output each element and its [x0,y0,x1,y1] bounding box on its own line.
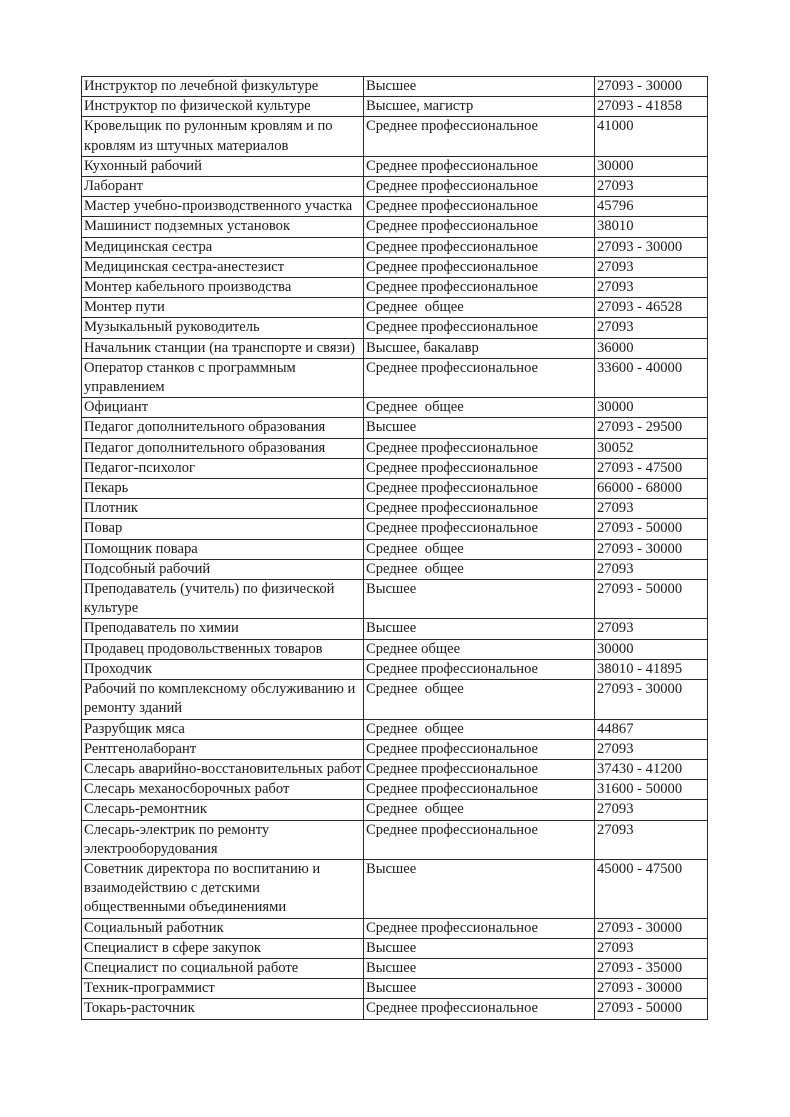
position-cell: Советник директора по воспитанию и взаимодействию с детскими общественными объединениями [82,859,364,918]
education-cell: Среднее профессиональное [364,358,595,397]
salary-cell: 33600 - 40000 [595,358,708,397]
table-row [82,619,708,639]
salary-cell: 31600 - 50000 [595,780,708,800]
education-cell: Среднее профессиональное [364,918,595,938]
salary-cell: 27093 - 50000 [595,999,708,1019]
table-row [82,237,708,257]
position-cell: Слесарь аварийно-восстановительных работ [82,759,364,779]
salary-cell: 30000 [595,639,708,659]
education-cell: Среднее профессиональное [364,156,595,176]
table-row [82,918,708,938]
table-row [82,859,708,918]
salary-cell: 27093 - 50000 [595,580,708,619]
salary-cell: 38010 [595,217,708,237]
table-row [82,800,708,820]
education-cell: Высшее [364,580,595,619]
table-row [82,418,708,438]
position-cell: Пекарь [82,479,364,499]
position-cell: Повар [82,519,364,539]
table-row [82,580,708,619]
education-cell: Высшее, магистр [364,97,595,117]
table-row [82,438,708,458]
position-cell: Рентгенолаборант [82,739,364,759]
table-row [82,278,708,298]
vacancies-table-body [82,77,708,1020]
position-cell: Монтер пути [82,298,364,318]
table-row [82,739,708,759]
salary-cell: 27093 [595,499,708,519]
position-cell: Помощник повара [82,539,364,559]
position-cell: Музыкальный руководитель [82,318,364,338]
position-cell: Оператор станков с программным управлением [82,358,364,397]
education-cell: Высшее [364,619,595,639]
salary-cell: 27093 - 41858 [595,97,708,117]
education-cell: Среднее профессиональное [364,759,595,779]
salary-cell: 27093 - 35000 [595,958,708,978]
education-cell: Среднее общее [364,398,595,418]
position-cell: Официант [82,398,364,418]
position-cell: Инструктор по лечебной физкультуре [82,77,364,97]
position-cell: Плотник [82,499,364,519]
education-cell: Среднее общее [364,680,595,719]
position-cell: Инструктор по физической культуре [82,97,364,117]
salary-cell: 27093 - 30000 [595,539,708,559]
table-row [82,298,708,318]
education-cell: Высшее, бакалавр [364,338,595,358]
position-cell: Медицинская сестра-анестезист [82,257,364,277]
salary-cell: 30052 [595,438,708,458]
table-row [82,77,708,97]
table-row [82,539,708,559]
salary-cell: 27093 [595,820,708,859]
position-cell: Педагог-психолог [82,458,364,478]
position-cell: Начальник станции (на транспорте и связи) [82,338,364,358]
table-row [82,820,708,859]
table-row [82,458,708,478]
education-cell: Среднее общее [364,559,595,579]
position-cell: Продавец продовольственных товаров [82,639,364,659]
education-cell: Среднее профессиональное [364,177,595,197]
education-cell: Среднее профессиональное [364,820,595,859]
education-cell: Среднее общее [364,298,595,318]
position-cell: Лаборант [82,177,364,197]
salary-cell: 27093 - 29500 [595,418,708,438]
table-row [82,639,708,659]
position-cell: Монтер кабельного производства [82,278,364,298]
salary-cell: 27093 - 30000 [595,918,708,938]
education-cell: Высшее [364,418,595,438]
position-cell: Слесарь-электрик по ремонту электрооборудования [82,820,364,859]
table-row [82,156,708,176]
table-row [82,659,708,679]
salary-cell: 27093 [595,800,708,820]
salary-cell: 36000 [595,338,708,358]
table-row [82,999,708,1019]
table-row [82,780,708,800]
salary-cell: 27093 - 50000 [595,519,708,539]
education-cell: Среднее профессиональное [364,659,595,679]
table-row [82,958,708,978]
position-cell: Слесарь-ремонтник [82,800,364,820]
education-cell: Среднее профессиональное [364,458,595,478]
position-cell: Техник-программист [82,979,364,999]
position-cell: Рабочий по комплексному обслуживанию и ремонту зданий [82,680,364,719]
education-cell: Высшее [364,859,595,918]
table-row [82,680,708,719]
table-row [82,257,708,277]
position-cell: Педагог дополнительного образования [82,438,364,458]
position-cell: Кухонный рабочий [82,156,364,176]
education-cell: Среднее общее [364,800,595,820]
table-row [82,197,708,217]
salary-cell: 27093 - 30000 [595,237,708,257]
education-cell: Среднее общее [364,719,595,739]
education-cell: Среднее профессиональное [364,257,595,277]
education-cell: Среднее общее [364,639,595,659]
education-cell: Среднее профессиональное [364,999,595,1019]
table-row [82,398,708,418]
position-cell: Педагог дополнительного образования [82,418,364,438]
salary-cell: 27093 [595,318,708,338]
education-cell: Высшее [364,77,595,97]
salary-cell: 27093 - 46528 [595,298,708,318]
education-cell: Среднее профессиональное [364,217,595,237]
table-row [82,979,708,999]
table-row [82,759,708,779]
education-cell: Среднее профессиональное [364,739,595,759]
education-cell: Высшее [364,938,595,958]
education-cell: Среднее профессиональное [364,197,595,217]
education-cell: Среднее профессиональное [364,117,595,156]
table-row [82,97,708,117]
salary-cell: 27093 [595,278,708,298]
position-cell: Медицинская сестра [82,237,364,257]
education-cell: Среднее профессиональное [364,499,595,519]
vacancies-table [81,76,708,1020]
table-row [82,318,708,338]
salary-cell: 27093 [595,257,708,277]
position-cell: Токарь-расточник [82,999,364,1019]
table-row [82,177,708,197]
salary-cell: 66000 - 68000 [595,479,708,499]
position-cell: Специалист по социальной работе [82,958,364,978]
position-cell: Преподаватель (учитель) по физической культуре [82,580,364,619]
table-row [82,499,708,519]
table-row [82,358,708,397]
salary-cell: 44867 [595,719,708,739]
education-cell: Среднее профессиональное [364,780,595,800]
salary-cell: 27093 - 30000 [595,77,708,97]
table-row [82,559,708,579]
position-cell: Проходчик [82,659,364,679]
table-row [82,117,708,156]
education-cell: Среднее профессиональное [364,318,595,338]
table-row [82,519,708,539]
table-row [82,479,708,499]
education-cell: Высшее [364,958,595,978]
salary-cell: 38010 - 41895 [595,659,708,679]
position-cell: Машинист подземных установок [82,217,364,237]
position-cell: Слесарь механосборочных работ [82,780,364,800]
salary-cell: 27093 - 47500 [595,458,708,478]
education-cell: Среднее профессиональное [364,237,595,257]
salary-cell: 30000 [595,398,708,418]
position-cell: Разрубщик мяса [82,719,364,739]
position-cell: Кровельщик по рулонным кровлям и по кровлям из штучных материалов [82,117,364,156]
salary-cell: 27093 - 30000 [595,680,708,719]
table-row [82,938,708,958]
education-cell: Среднее общее [364,539,595,559]
table-row [82,217,708,237]
salary-cell: 30000 [595,156,708,176]
salary-cell: 45796 [595,197,708,217]
position-cell: Подсобный рабочий [82,559,364,579]
education-cell: Среднее профессиональное [364,519,595,539]
salary-cell: 27093 [595,619,708,639]
position-cell: Преподаватель по химии [82,619,364,639]
table-row [82,338,708,358]
education-cell: Высшее [364,979,595,999]
salary-cell: 27093 [595,938,708,958]
salary-cell: 27093 [595,559,708,579]
table-row [82,719,708,739]
salary-cell: 27093 - 30000 [595,979,708,999]
position-cell: Специалист в сфере закупок [82,938,364,958]
position-cell: Социальный работник [82,918,364,938]
salary-cell: 41000 [595,117,708,156]
salary-cell: 27093 [595,177,708,197]
position-cell: Мастер учебно-производственного участка [82,197,364,217]
salary-cell: 27093 [595,739,708,759]
salary-cell: 45000 - 47500 [595,859,708,918]
education-cell: Среднее профессиональное [364,278,595,298]
education-cell: Среднее профессиональное [364,479,595,499]
education-cell: Среднее профессиональное [364,438,595,458]
salary-cell: 37430 - 41200 [595,759,708,779]
